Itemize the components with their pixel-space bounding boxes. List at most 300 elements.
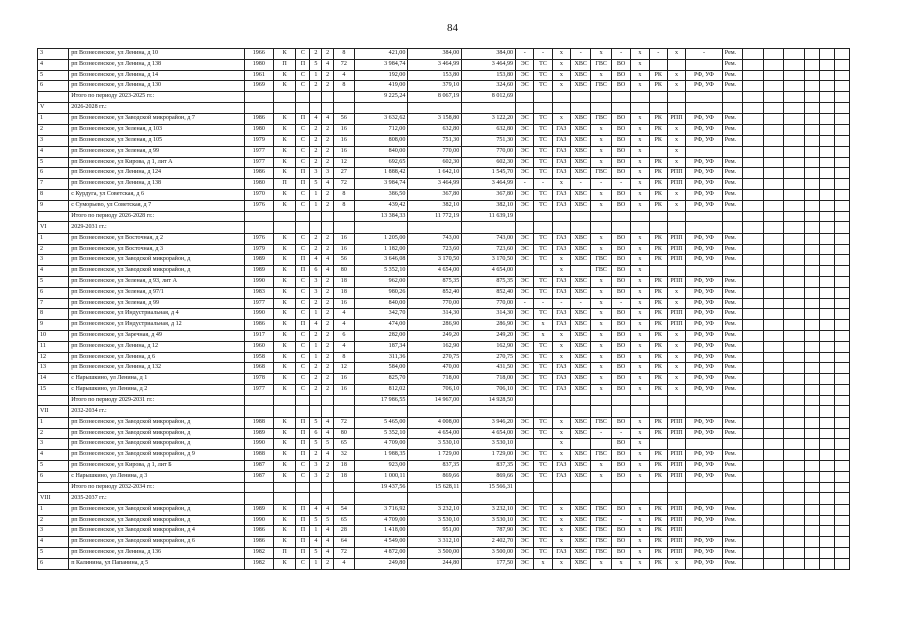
work-type-cell: ТС — [534, 189, 552, 200]
wall-material: К — [273, 146, 296, 157]
empty-cell — [591, 102, 611, 113]
living-area: 470,00 — [408, 363, 462, 374]
work-type-cell: ГВС — [591, 114, 611, 125]
work-type-cell: ХВС — [570, 504, 590, 515]
work-type-cell: РК — [649, 135, 667, 146]
build-year: 1987 — [244, 471, 273, 482]
work-type-cell: x — [591, 330, 611, 341]
work-type-cell: ВО — [611, 537, 630, 548]
build-year: 1979 — [244, 244, 273, 255]
empty-cell — [743, 309, 763, 320]
empty-cell — [763, 102, 783, 113]
work-type-cell: ГАЗ — [552, 168, 570, 179]
empty-cell — [743, 233, 763, 244]
work-type-cell: ГАЗ — [552, 200, 570, 211]
work-type-cell: РФ, УФ — [686, 179, 723, 190]
total-area: 1 182,00 — [354, 244, 408, 255]
empty-cell — [296, 92, 310, 103]
work-type-cell: x — [631, 114, 649, 125]
work-type-cell — [591, 439, 611, 450]
work-type-cell: РПП — [667, 526, 685, 537]
table-row — [38, 526, 850, 537]
entrances: 2 — [322, 374, 334, 385]
build-year: 1990 — [244, 515, 273, 526]
build-year: 1977 — [244, 146, 273, 157]
empty-cell — [834, 298, 849, 309]
apartments: 8 — [334, 81, 354, 92]
work-type-cell: ЭС — [516, 558, 534, 569]
empty-cell — [334, 406, 354, 417]
work-type-cell: x — [591, 298, 611, 309]
empty-cell — [322, 92, 334, 103]
work-type-cell: x — [552, 439, 570, 450]
work-type-cell: РК — [649, 384, 667, 395]
empty-cell — [804, 102, 819, 113]
entrances: 2 — [322, 320, 334, 331]
work-type-cell: x — [631, 461, 649, 472]
repair-note: Рем. — [722, 461, 742, 472]
entrances: 4 — [322, 114, 334, 125]
period-total-row — [38, 482, 850, 493]
empty-cell — [763, 471, 783, 482]
living-area: 153,80 — [408, 70, 462, 81]
floors: 2 — [310, 125, 322, 136]
work-type-cell: ТС — [534, 146, 552, 157]
repair-note: Рем. — [722, 320, 742, 331]
table-row — [38, 428, 850, 439]
work-type-cell — [686, 439, 723, 450]
work-type-cell: ГАЗ — [552, 471, 570, 482]
empty-cell — [819, 266, 834, 277]
work-type-cell: РПП — [667, 320, 685, 331]
floors: 2 — [310, 49, 322, 60]
work-type-cell: ТС — [534, 309, 552, 320]
empty-cell — [611, 222, 630, 233]
living-area: 314,30 — [408, 309, 462, 320]
empty-cell — [784, 526, 804, 537]
row-number: 1 — [38, 504, 69, 515]
wall-material: К — [273, 363, 296, 374]
empty-cell — [763, 450, 783, 461]
entrances: 2 — [322, 135, 334, 146]
empty-cell — [804, 515, 819, 526]
residential-area: 3 530,10 — [462, 439, 516, 450]
total-area: 249,80 — [354, 558, 408, 569]
empty-cell — [611, 211, 630, 222]
living-area: 3 158,80 — [408, 114, 462, 125]
wall-material: К — [273, 471, 296, 482]
work-type-cell: ВО — [611, 309, 630, 320]
empty-cell — [516, 493, 534, 504]
empty-cell — [534, 222, 552, 233]
work-type-cell: x — [667, 49, 685, 60]
house-address: рп Вознесенское, ул Зеленая, д 97/1 — [69, 287, 245, 298]
residential-area: 162,90 — [462, 341, 516, 352]
empty-cell — [552, 102, 570, 113]
structure-type: С — [296, 363, 310, 374]
empty-cell — [804, 341, 819, 352]
work-type-cell: x — [631, 298, 649, 309]
empty-cell — [763, 200, 783, 211]
empty-cell — [784, 537, 804, 548]
apartments: 65 — [334, 515, 354, 526]
work-type-cell: ВО — [611, 471, 630, 482]
structure-type: П — [296, 537, 310, 548]
floors: 1 — [310, 352, 322, 363]
structure-type: П — [296, 114, 310, 125]
empty-cell — [743, 461, 763, 472]
work-type-cell: РК — [649, 189, 667, 200]
work-type-cell: x — [667, 70, 685, 81]
residential-area: 602,30 — [462, 157, 516, 168]
row-number: 1 — [38, 114, 69, 125]
apartments: 8 — [334, 200, 354, 211]
work-type-cell: ЭС — [516, 114, 534, 125]
empty-cell — [834, 287, 849, 298]
empty-cell — [804, 309, 819, 320]
empty-cell — [516, 395, 534, 406]
floors: 5 — [310, 417, 322, 428]
work-type-cell — [516, 266, 534, 277]
empty-cell — [722, 222, 742, 233]
entrances: 2 — [322, 558, 334, 569]
empty-cell — [819, 417, 834, 428]
wall-material: К — [273, 352, 296, 363]
empty-cell — [804, 168, 819, 179]
house-address: рп Вознесенское, ул Индустриальная, д 4 — [69, 309, 245, 320]
empty-cell — [667, 102, 685, 113]
apartments: 18 — [334, 276, 354, 287]
work-type-cell: РФ, УФ — [686, 157, 723, 168]
living-area: 718,00 — [408, 374, 462, 385]
empty-cell — [334, 482, 354, 493]
empty-cell — [784, 114, 804, 125]
empty-cell — [819, 537, 834, 548]
apartments: 72 — [334, 59, 354, 70]
total-area: 4 549,00 — [354, 537, 408, 548]
work-type-cell: РФ, УФ — [686, 135, 723, 146]
wall-material: К — [273, 287, 296, 298]
work-type-cell: ТС — [534, 504, 552, 515]
work-type-cell: ЭС — [516, 233, 534, 244]
work-type-cell: ВО — [611, 504, 630, 515]
row-number: 3 — [38, 439, 69, 450]
repair-note — [722, 526, 742, 537]
floors: 2 — [310, 330, 322, 341]
work-type-cell: РПП — [667, 428, 685, 439]
empty-cell — [784, 428, 804, 439]
work-type-cell: РК — [649, 558, 667, 569]
apartments: 4 — [334, 341, 354, 352]
row-number: 4 — [38, 59, 69, 70]
work-type-cell: x — [631, 504, 649, 515]
structure-type: П — [296, 255, 310, 266]
house-address: рп Вознесенское, ул Заводской микрорайон, д — [69, 417, 245, 428]
entrances: 2 — [322, 49, 334, 60]
work-type-cell: ХВС — [570, 450, 590, 461]
empty-cell — [570, 222, 590, 233]
empty-cell — [686, 102, 723, 113]
empty-cell — [763, 287, 783, 298]
total-area: 3 716,92 — [354, 504, 408, 515]
work-type-cell: x — [631, 363, 649, 374]
empty-cell — [591, 395, 611, 406]
work-type-cell: ТС — [534, 526, 552, 537]
empty-cell — [784, 287, 804, 298]
wall-material: К — [273, 200, 296, 211]
row-number: 2 — [38, 125, 69, 136]
empty-cell — [784, 222, 804, 233]
work-type-cell: РФ, УФ — [686, 352, 723, 363]
house-address: рп Вознесенское, ул Ленина, д 138 — [69, 179, 245, 190]
empty-cell — [570, 102, 590, 113]
living-area: 244,80 — [408, 558, 462, 569]
repair-note: Рем. — [722, 384, 742, 395]
empty-cell — [354, 222, 408, 233]
work-type-cell: ГВС — [591, 526, 611, 537]
floors: 3 — [310, 287, 322, 298]
empty-cell — [462, 222, 516, 233]
empty-cell — [534, 493, 552, 504]
empty-cell — [763, 417, 783, 428]
work-type-cell: ВО — [611, 125, 630, 136]
row-number: 5 — [38, 548, 69, 559]
work-type-cell: x — [591, 363, 611, 374]
work-type-cell: ГАЗ — [552, 157, 570, 168]
residential-area-sum: 8 012,69 — [462, 92, 516, 103]
period-roman-numeral: VI — [38, 222, 69, 233]
entrances: 2 — [322, 363, 334, 374]
wall-material: К — [273, 384, 296, 395]
total-area: 419,00 — [354, 81, 408, 92]
wall-material: К — [273, 374, 296, 385]
work-type-cell: ТС — [534, 417, 552, 428]
total-area: 712,00 — [354, 125, 408, 136]
work-type-cell: x — [591, 461, 611, 472]
empty-cell — [743, 146, 763, 157]
wall-material: К — [273, 558, 296, 569]
house-address: с Курдуга, ул Советская, д 6 — [69, 189, 245, 200]
repair-note: Рем. — [722, 471, 742, 482]
floors: 1 — [310, 70, 322, 81]
house-address: рп Вознесенское, ул Восточная, д 3 — [69, 244, 245, 255]
work-type-cell: ЭС — [516, 59, 534, 70]
empty-cell — [38, 211, 69, 222]
table-row — [38, 374, 850, 385]
work-type-cell: ВО — [611, 320, 630, 331]
work-type-cell: ТС — [534, 81, 552, 92]
total-area: 4 709,00 — [354, 515, 408, 526]
build-year: 1988 — [244, 450, 273, 461]
floors: 1 — [310, 189, 322, 200]
work-type-cell: x — [591, 70, 611, 81]
work-type-cell: ТС — [534, 471, 552, 482]
empty-cell — [322, 493, 334, 504]
empty-cell — [834, 59, 849, 70]
empty-cell — [743, 70, 763, 81]
empty-cell — [834, 92, 849, 103]
repair-note: Рем. — [722, 135, 742, 146]
work-type-cell: ГВС — [591, 537, 611, 548]
living-area: 4 654,00 — [408, 428, 462, 439]
repair-note: Рем. — [722, 287, 742, 298]
empty-cell — [322, 102, 334, 113]
row-number: 1 — [38, 233, 69, 244]
empty-cell — [322, 222, 334, 233]
empty-cell — [834, 363, 849, 374]
living-area: 3 312,10 — [408, 537, 462, 548]
empty-cell — [804, 395, 819, 406]
build-year: 1977 — [244, 157, 273, 168]
work-type-cell: ГВС — [591, 266, 611, 277]
empty-cell — [804, 298, 819, 309]
residential-area: 177,50 — [462, 558, 516, 569]
repair-note: Рем. — [722, 81, 742, 92]
residential-area: 1 545,70 — [462, 168, 516, 179]
empty-cell — [804, 482, 819, 493]
work-type-cell: ЭС — [516, 526, 534, 537]
build-year: 1986 — [244, 526, 273, 537]
empty-cell — [763, 222, 783, 233]
empty-cell — [834, 320, 849, 331]
work-type-cell: ВО — [611, 189, 630, 200]
table-row — [38, 266, 850, 277]
floors: 2 — [310, 81, 322, 92]
entrances: 2 — [322, 200, 334, 211]
work-type-cell: x — [534, 558, 552, 569]
empty-cell — [273, 211, 296, 222]
total-area: 5 352,10 — [354, 266, 408, 277]
floors: 3 — [310, 471, 322, 482]
empty-cell — [743, 266, 763, 277]
work-type-cell: ВО — [611, 200, 630, 211]
empty-cell — [552, 211, 570, 222]
structure-type: С — [296, 81, 310, 92]
work-type-cell: x — [552, 330, 570, 341]
repair-note: Рем. — [722, 179, 742, 190]
work-type-cell: ЭС — [516, 548, 534, 559]
work-type-cell: x — [611, 558, 630, 569]
repair-note: Рем. — [722, 244, 742, 255]
house-address: рп Вознесенское, ул Ленина, д 138 — [69, 59, 245, 70]
house-address: рп Вознесенское, ул Ленина, д 136 — [69, 548, 245, 559]
empty-cell — [834, 276, 849, 287]
work-type-cell: ГАЗ — [552, 384, 570, 395]
total-area: 1 988,35 — [354, 450, 408, 461]
build-year: 1976 — [244, 200, 273, 211]
work-type-cell: x — [591, 157, 611, 168]
work-type-cell: РПП — [667, 417, 685, 428]
empty-cell — [784, 341, 804, 352]
wall-material: К — [273, 515, 296, 526]
empty-cell — [743, 558, 763, 569]
work-type-cell: ВО — [611, 146, 630, 157]
table-row — [38, 276, 850, 287]
entrances: 4 — [322, 179, 334, 190]
apartments: 72 — [334, 179, 354, 190]
work-type-cell: ВО — [611, 287, 630, 298]
residential-area: 837,35 — [462, 461, 516, 472]
repair-note: Рем. — [722, 417, 742, 428]
table-row — [38, 537, 850, 548]
residential-area: 706,10 — [462, 384, 516, 395]
total-area: 923,00 — [354, 461, 408, 472]
period-header-row — [38, 406, 850, 417]
total-area: 1 888,42 — [354, 168, 408, 179]
row-number: 5 — [38, 70, 69, 81]
row-number: 3 — [38, 526, 69, 537]
empty-cell — [834, 157, 849, 168]
total-area: 5 352,10 — [354, 428, 408, 439]
table-row — [38, 341, 850, 352]
entrances: 5 — [322, 515, 334, 526]
apartments: 8 — [334, 189, 354, 200]
apartments: 16 — [334, 146, 354, 157]
empty-cell — [834, 504, 849, 515]
table-row — [38, 384, 850, 395]
table-row — [38, 157, 850, 168]
work-type-cell: ВО — [611, 255, 630, 266]
structure-type: П — [296, 504, 310, 515]
work-type-cell: ХВС — [570, 70, 590, 81]
empty-cell — [273, 222, 296, 233]
work-type-cell: x — [591, 233, 611, 244]
work-type-cell: ТС — [534, 450, 552, 461]
work-type-cell: x — [631, 244, 649, 255]
living-area: 751,30 — [408, 135, 462, 146]
wall-material: К — [273, 114, 296, 125]
wall-material: К — [273, 504, 296, 515]
work-type-cell: РК — [649, 428, 667, 439]
period-total-row — [38, 395, 850, 406]
repair-note: Рем. — [722, 548, 742, 559]
build-year: 1986 — [244, 320, 273, 331]
work-type-cell: ЭС — [516, 200, 534, 211]
empty-cell — [804, 135, 819, 146]
work-type-cell: ТС — [534, 428, 552, 439]
work-type-cell: ХВС — [570, 363, 590, 374]
floors: 6 — [310, 266, 322, 277]
work-type-cell: РК — [649, 200, 667, 211]
work-type-cell: ВО — [611, 157, 630, 168]
build-year: 1978 — [244, 374, 273, 385]
repair-note: Рем. — [722, 450, 742, 461]
empty-cell — [834, 406, 849, 417]
build-year: 1969 — [244, 81, 273, 92]
work-type-cell: ХВС — [570, 81, 590, 92]
empty-cell — [784, 352, 804, 363]
work-type-cell: РК — [649, 276, 667, 287]
structure-type: С — [296, 341, 310, 352]
empty-cell — [763, 461, 783, 472]
work-type-cell: x — [667, 330, 685, 341]
work-type-cell: x — [631, 320, 649, 331]
work-type-cell: ГВС — [591, 59, 611, 70]
empty-cell — [804, 189, 819, 200]
empty-cell — [819, 244, 834, 255]
empty-cell — [819, 146, 834, 157]
work-type-cell: x — [552, 70, 570, 81]
residential-area: 751,30 — [462, 135, 516, 146]
period-header-row — [38, 222, 850, 233]
work-type-cell: ВО — [611, 168, 630, 179]
wall-material: К — [273, 168, 296, 179]
work-type-cell: x — [591, 374, 611, 385]
work-type-cell: ХВС — [570, 287, 590, 298]
work-type-cell: - — [516, 298, 534, 309]
residential-area: 3 946,20 — [462, 417, 516, 428]
empty-cell — [834, 135, 849, 146]
